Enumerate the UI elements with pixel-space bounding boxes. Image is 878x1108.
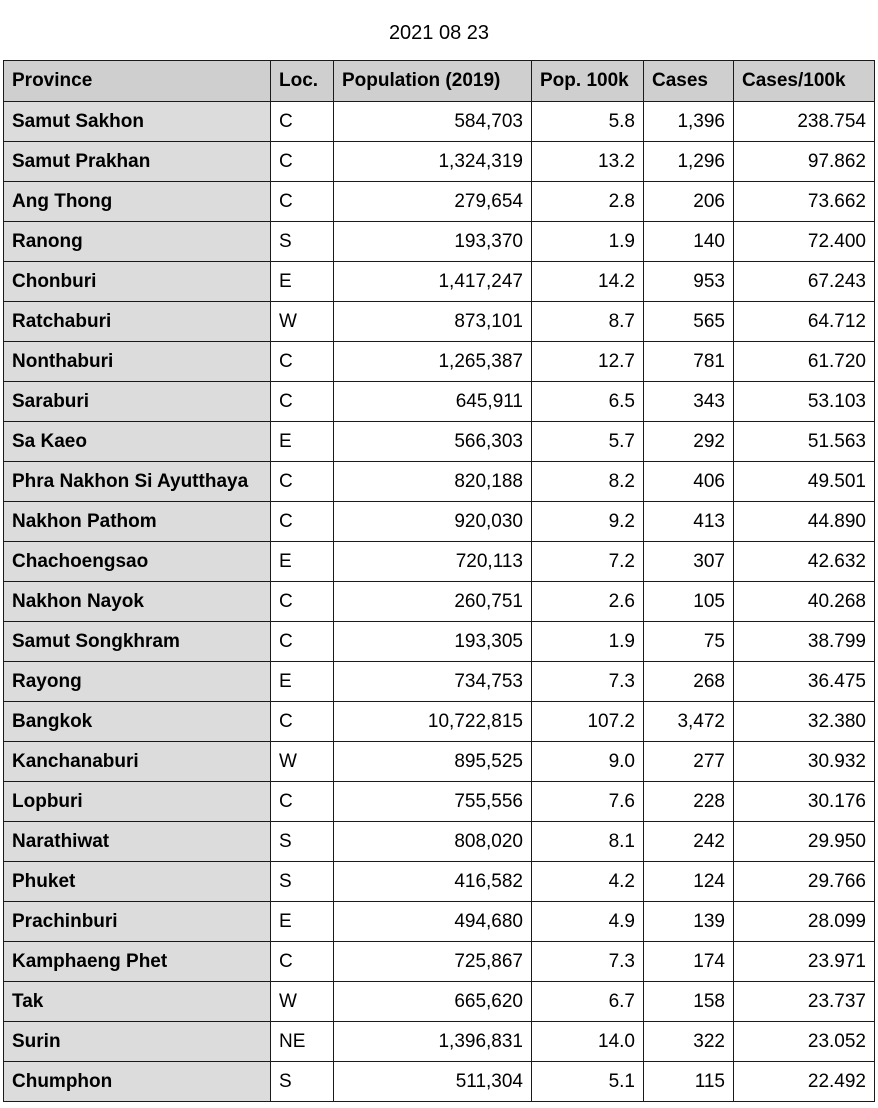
cases-per-100k-cell: 23.971 (734, 942, 875, 982)
table-row (4, 982, 875, 1022)
population-cell: 1,324,319 (334, 142, 532, 182)
population-cell: 725,867 (334, 942, 532, 982)
cases-per-100k-cell: 73.662 (734, 182, 875, 222)
cases-per-100k-cell: 49.501 (734, 462, 875, 502)
location-cell: C (271, 582, 334, 622)
header-pop-100k: Pop. 100k (532, 61, 644, 102)
pop-100k-cell: 5.8 (532, 102, 644, 142)
cases-cell: 406 (644, 462, 734, 502)
table-row (4, 382, 875, 422)
province-cell: Chachoengsao (4, 542, 271, 582)
cases-cell: 413 (644, 502, 734, 542)
population-cell: 820,188 (334, 462, 532, 502)
province-cell: Sa Kaeo (4, 422, 271, 462)
province-cell: Bangkok (4, 702, 271, 742)
cases-per-100k-cell: 29.766 (734, 862, 875, 902)
location-cell: S (271, 822, 334, 862)
table-row (4, 662, 875, 702)
cases-cell: 277 (644, 742, 734, 782)
location-cell: C (271, 342, 334, 382)
cases-cell: 124 (644, 862, 734, 902)
table-row (4, 262, 875, 302)
cases-per-100k-cell: 61.720 (734, 342, 875, 382)
location-cell: C (271, 502, 334, 542)
location-cell: C (271, 182, 334, 222)
pop-100k-cell: 6.7 (532, 982, 644, 1022)
province-cell: Lopburi (4, 782, 271, 822)
location-cell: C (271, 142, 334, 182)
population-cell: 720,113 (334, 542, 532, 582)
location-cell: C (271, 462, 334, 502)
population-cell: 1,396,831 (334, 1022, 532, 1062)
cases-cell: 781 (644, 342, 734, 382)
cases-cell: 140 (644, 222, 734, 262)
pop-100k-cell: 6.5 (532, 382, 644, 422)
pop-100k-cell: 4.2 (532, 862, 644, 902)
population-cell: 1,417,247 (334, 262, 532, 302)
cases-per-100k-cell: 29.950 (734, 822, 875, 862)
table-row (4, 942, 875, 982)
location-cell: W (271, 742, 334, 782)
location-cell: W (271, 982, 334, 1022)
province-cell: Nakhon Nayok (4, 582, 271, 622)
province-cell: Nakhon Pathom (4, 502, 271, 542)
cases-cell: 174 (644, 942, 734, 982)
table-row (4, 622, 875, 662)
population-cell: 895,525 (334, 742, 532, 782)
location-cell: C (271, 702, 334, 742)
table-row (4, 862, 875, 902)
pop-100k-cell: 5.1 (532, 1062, 644, 1102)
province-cell: Chonburi (4, 262, 271, 302)
pop-100k-cell: 9.2 (532, 502, 644, 542)
table-row (4, 702, 875, 742)
pop-100k-cell: 2.8 (532, 182, 644, 222)
cases-per-100k-cell: 22.492 (734, 1062, 875, 1102)
table-row (4, 102, 875, 142)
cases-cell: 105 (644, 582, 734, 622)
cases-per-100k-cell: 67.243 (734, 262, 875, 302)
cases-cell: 343 (644, 382, 734, 422)
pop-100k-cell: 14.0 (532, 1022, 644, 1062)
location-cell: E (271, 662, 334, 702)
table-header-row (4, 61, 875, 102)
cases-cell: 75 (644, 622, 734, 662)
cases-per-100k-cell: 238.754 (734, 102, 875, 142)
cases-cell: 115 (644, 1062, 734, 1102)
header-cases: Cases (644, 61, 734, 102)
cases-per-100k-cell: 23.737 (734, 982, 875, 1022)
cases-cell: 1,296 (644, 142, 734, 182)
location-cell: C (271, 782, 334, 822)
cases-cell: 3,472 (644, 702, 734, 742)
province-cell: Chumphon (4, 1062, 271, 1102)
population-cell: 645,911 (334, 382, 532, 422)
pop-100k-cell: 1.9 (532, 222, 644, 262)
province-cell: Samut Prakhan (4, 142, 271, 182)
population-cell: 260,751 (334, 582, 532, 622)
cases-per-100k-cell: 42.632 (734, 542, 875, 582)
population-cell: 755,556 (334, 782, 532, 822)
pop-100k-cell: 7.3 (532, 942, 644, 982)
cases-cell: 953 (644, 262, 734, 302)
province-cell: Ratchaburi (4, 302, 271, 342)
location-cell: S (271, 222, 334, 262)
table-row (4, 462, 875, 502)
province-cell: Kamphaeng Phet (4, 942, 271, 982)
location-cell: S (271, 1062, 334, 1102)
cases-cell: 292 (644, 422, 734, 462)
table-body (4, 102, 875, 1102)
cases-cell: 307 (644, 542, 734, 582)
population-cell: 10,722,815 (334, 702, 532, 742)
population-cell: 1,265,387 (334, 342, 532, 382)
table-row (4, 822, 875, 862)
province-cell: Phuket (4, 862, 271, 902)
population-cell: 193,370 (334, 222, 532, 262)
location-cell: E (271, 902, 334, 942)
province-cell: Phra Nakhon Si Ayutthaya (4, 462, 271, 502)
pop-100k-cell: 7.2 (532, 542, 644, 582)
location-cell: C (271, 382, 334, 422)
population-cell: 665,620 (334, 982, 532, 1022)
province-cell: Kanchanaburi (4, 742, 271, 782)
cases-cell: 565 (644, 302, 734, 342)
cases-cell: 206 (644, 182, 734, 222)
cases-per-100k-cell: 97.862 (734, 142, 875, 182)
table-row (4, 582, 875, 622)
pop-100k-cell: 7.6 (532, 782, 644, 822)
location-cell: C (271, 622, 334, 662)
population-cell: 511,304 (334, 1062, 532, 1102)
header-population: Population (2019) (334, 61, 532, 102)
pop-100k-cell: 8.1 (532, 822, 644, 862)
cases-cell: 228 (644, 782, 734, 822)
population-cell: 279,654 (334, 182, 532, 222)
header-location: Loc. (271, 61, 334, 102)
province-cell: Samut Sakhon (4, 102, 271, 142)
province-cell: Tak (4, 982, 271, 1022)
cases-per-100k-cell: 53.103 (734, 382, 875, 422)
table-row (4, 542, 875, 582)
location-cell: E (271, 422, 334, 462)
cases-cell: 268 (644, 662, 734, 702)
population-cell: 416,582 (334, 862, 532, 902)
cases-cell: 322 (644, 1022, 734, 1062)
pop-100k-cell: 4.9 (532, 902, 644, 942)
province-cell: Prachinburi (4, 902, 271, 942)
location-cell: NE (271, 1022, 334, 1062)
table-row (4, 302, 875, 342)
location-cell: E (271, 542, 334, 582)
table-row (4, 182, 875, 222)
header-cases-per-100k: Cases/100k (734, 61, 875, 102)
table-row (4, 902, 875, 942)
table-row (4, 1062, 875, 1102)
pop-100k-cell: 13.2 (532, 142, 644, 182)
province-cell: Saraburi (4, 382, 271, 422)
pop-100k-cell: 12.7 (532, 342, 644, 382)
table-row (4, 1022, 875, 1062)
cases-per-100k-cell: 32.380 (734, 702, 875, 742)
province-cell: Narathiwat (4, 822, 271, 862)
province-cell: Nonthaburi (4, 342, 271, 382)
pop-100k-cell: 8.2 (532, 462, 644, 502)
province-cell: Ang Thong (4, 182, 271, 222)
cases-per-100k-cell: 36.475 (734, 662, 875, 702)
cases-per-100k-cell: 23.052 (734, 1022, 875, 1062)
cases-per-100k-cell: 28.099 (734, 902, 875, 942)
table-row (4, 142, 875, 182)
page-title: 2021 08 23 (388, 22, 490, 44)
population-cell: 734,753 (334, 662, 532, 702)
table-row (4, 742, 875, 782)
pop-100k-cell: 7.3 (532, 662, 644, 702)
table-row (4, 502, 875, 542)
pop-100k-cell: 1.9 (532, 622, 644, 662)
cases-per-100k-cell: 30.932 (734, 742, 875, 782)
table-row (4, 222, 875, 262)
location-cell: S (271, 862, 334, 902)
pop-100k-cell: 9.0 (532, 742, 644, 782)
cases-per-100k-cell: 51.563 (734, 422, 875, 462)
cases-cell: 139 (644, 902, 734, 942)
header-province: Province (4, 61, 271, 102)
pop-100k-cell: 5.7 (532, 422, 644, 462)
cases-per-100k-cell: 64.712 (734, 302, 875, 342)
cases-cell: 158 (644, 982, 734, 1022)
pop-100k-cell: 8.7 (532, 302, 644, 342)
location-cell: E (271, 262, 334, 302)
pop-100k-cell: 2.6 (532, 582, 644, 622)
population-cell: 584,703 (334, 102, 532, 142)
population-cell: 566,303 (334, 422, 532, 462)
province-cell: Rayong (4, 662, 271, 702)
location-cell: C (271, 102, 334, 142)
population-cell: 920,030 (334, 502, 532, 542)
population-cell: 808,020 (334, 822, 532, 862)
province-cases-table (3, 60, 875, 1102)
province-cell: Surin (4, 1022, 271, 1062)
cases-per-100k-cell: 30.176 (734, 782, 875, 822)
cases-per-100k-cell: 72.400 (734, 222, 875, 262)
table-row (4, 422, 875, 462)
population-cell: 494,680 (334, 902, 532, 942)
cases-cell: 242 (644, 822, 734, 862)
table-row (4, 782, 875, 822)
population-cell: 193,305 (334, 622, 532, 662)
location-cell: C (271, 942, 334, 982)
population-cell: 873,101 (334, 302, 532, 342)
cases-per-100k-cell: 44.890 (734, 502, 875, 542)
table-row (4, 342, 875, 382)
pop-100k-cell: 14.2 (532, 262, 644, 302)
pop-100k-cell: 107.2 (532, 702, 644, 742)
cases-cell: 1,396 (644, 102, 734, 142)
cases-per-100k-cell: 38.799 (734, 622, 875, 662)
location-cell: W (271, 302, 334, 342)
province-cell: Samut Songkhram (4, 622, 271, 662)
cases-per-100k-cell: 40.268 (734, 582, 875, 622)
province-cell: Ranong (4, 222, 271, 262)
